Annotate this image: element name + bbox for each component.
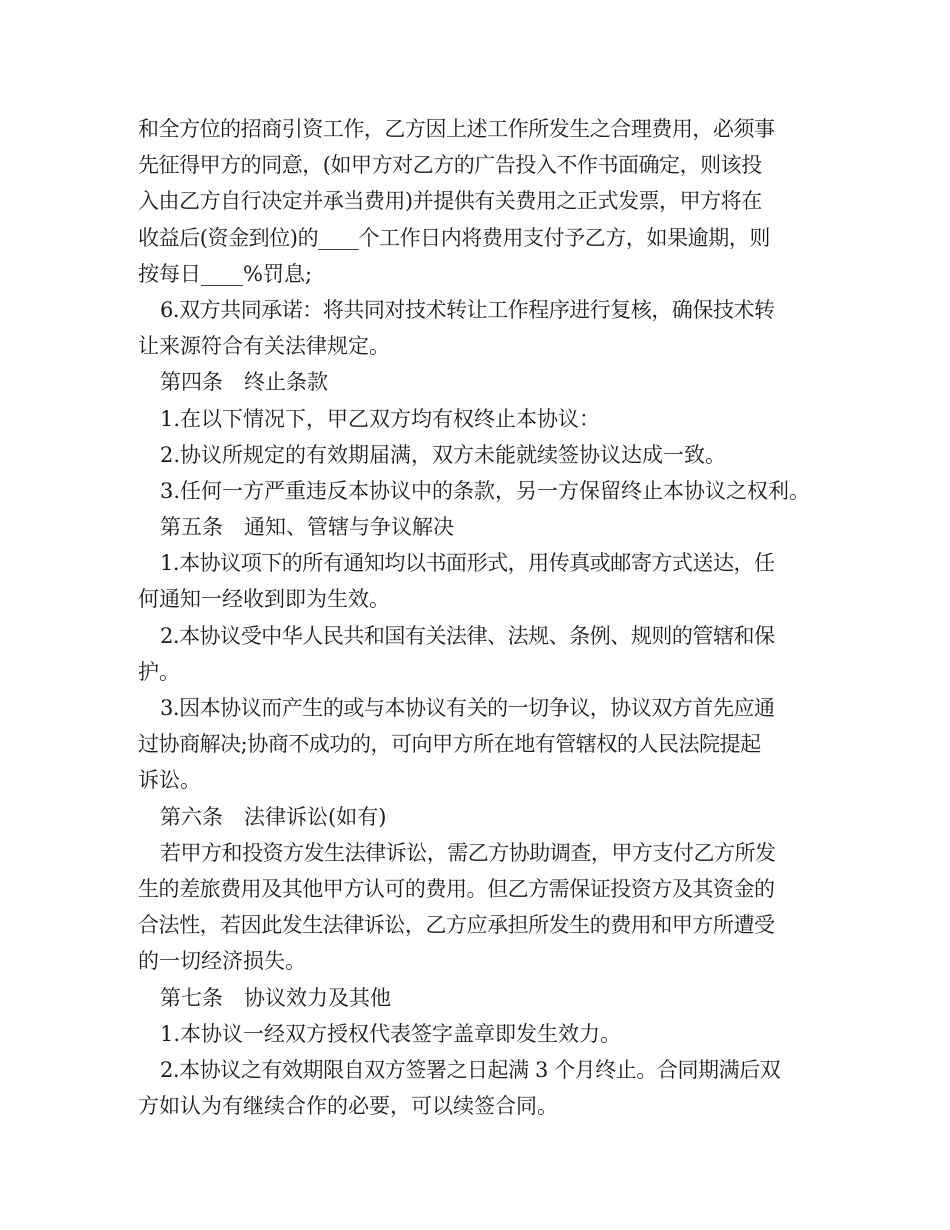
document-line: 第六条 法律诉讼(如有) (160, 804, 387, 829)
document-line: 若甲方和投资方发生法律诉讼，需乙方协助调查，甲方支付乙方所发 (160, 840, 776, 865)
document-line: 让来源符合有关法律规定。 (138, 334, 390, 359)
document-line: 生的差旅费用及其他甲方认可的费用。但乙方需保证投资方及其资金的 (138, 876, 775, 901)
document-line: 何通知一经收到即为生效。 (138, 587, 390, 612)
document-line: 第四条 终止条款 (160, 370, 328, 395)
document-line: 2.本协议受中华人民共和国有关法律、法规、条例、规则的管辖和保 (160, 623, 775, 648)
document-line: 和全方位的招商引资工作，乙方因上述工作所发生之合理费用，必须事 (138, 117, 775, 141)
document-line: 1.本协议一经双方授权代表签字盖章即发生效力。 (160, 1021, 622, 1046)
document-line: 的一切经济损失。 (138, 949, 306, 974)
document-line: 过协商解决;协商不成功的，可向甲方所在地有管辖权的人民法院提起 (138, 732, 761, 757)
document-line: 先征得甲方的同意，(如甲方对乙方的广告投入不作书面确定，则该投 (138, 153, 762, 178)
document-line: 入由乙方自行决定并承当费用)并提供有关费用之正式发票，甲方将在 (138, 189, 762, 214)
document-line: 2.协议所规定的有效期届满，双方未能就续签协议达成一致。 (160, 442, 727, 467)
document-line: 2.本协议之有效期限自双方签署之日起满 3 个月终止。合同期满后双 (160, 1057, 781, 1082)
document-line: 诉讼。 (138, 768, 201, 793)
document-line: 合法性，若因此发生法律诉讼，乙方应承担所发生的费用和甲方所遭受 (138, 913, 775, 938)
document-line: 6.双方共同承诺：将共同对技术转让工作程序进行复核，确保技术转 (160, 297, 775, 322)
document-line: 按每日____%罚息; (138, 261, 313, 286)
document-line: 护。 (138, 659, 180, 684)
document-line: 3.因本协议而产生的或与本协议有关的一切争议，协议双方首先应通 (160, 696, 775, 720)
document-line: 第五条 通知、管辖与争议解决 (160, 515, 454, 540)
document-line: 1.本协议项下的所有通知均以书面形式，用传真或邮寄方式送达，任 (160, 551, 775, 576)
document-line: 第七条 协议效力及其他 (160, 985, 391, 1010)
document-line: 1.在以下情况下，甲乙双方均有权终止本协议： (160, 406, 601, 431)
document-line: 收益后(资金到位)的____个工作日内将费用支付予乙方，如果逾期，则 (138, 225, 770, 250)
document-body (138, 111, 828, 1124)
document-line: 3.任何一方严重违反本协议中的条款，另一方保留终止本协议之权利。 (160, 478, 811, 503)
document-line: 方如认为有继续合作的必要，可以续签合同。 (138, 1094, 558, 1119)
